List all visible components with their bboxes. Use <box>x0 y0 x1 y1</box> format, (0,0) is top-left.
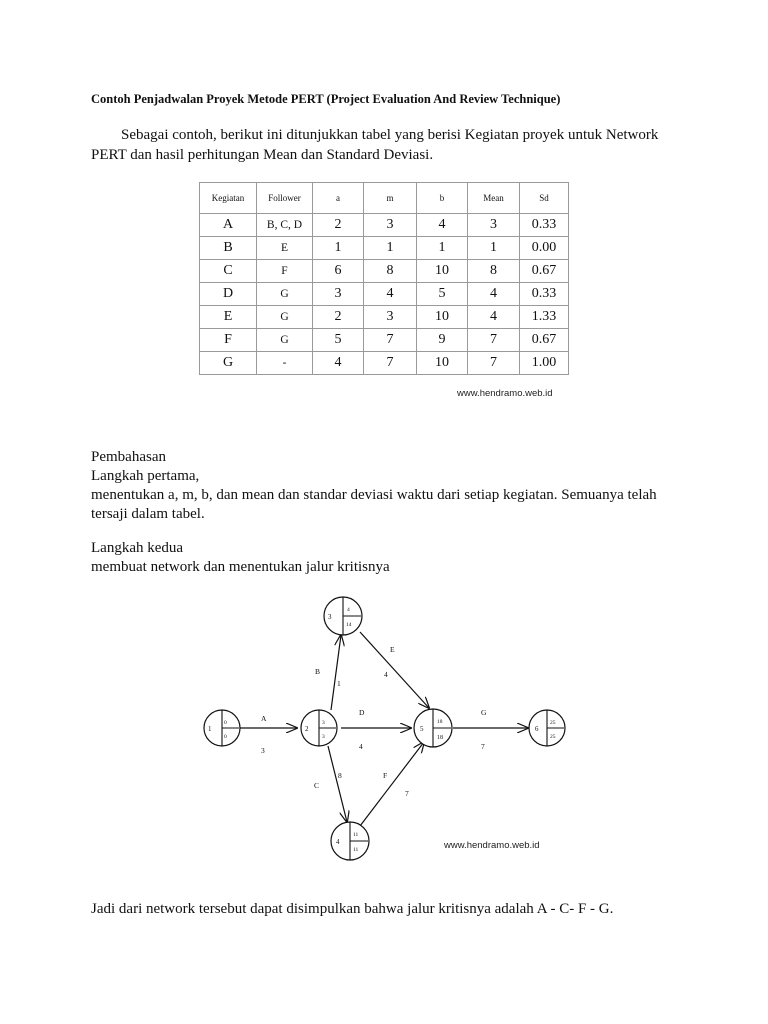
network-node-1 <box>204 710 240 746</box>
cell-kegiatan: E <box>200 306 257 329</box>
cell-mean: 3 <box>468 214 520 237</box>
cell-follower: G <box>257 283 313 306</box>
cell-m: 7 <box>364 352 417 375</box>
pert-network-diagram <box>195 592 575 872</box>
cell-a: 1 <box>313 237 364 260</box>
activity-arrow-c <box>328 746 347 822</box>
cell-kegiatan: B <box>200 237 257 260</box>
cell-b: 5 <box>417 283 468 306</box>
activity-label-f: F <box>383 771 388 780</box>
activity-duration-f: 7 <box>405 789 409 798</box>
cell-m: 3 <box>364 214 417 237</box>
header-m: m <box>364 183 417 214</box>
table-row <box>200 352 569 375</box>
table-row <box>200 237 569 260</box>
cell-b: 1 <box>417 237 468 260</box>
activity-label-g: G <box>481 708 487 717</box>
cell-mean: 4 <box>468 283 520 306</box>
header-a: a <box>313 183 364 214</box>
document-title: Contoh Penjadwalan Proyek Metode PERT (Project Evaluation And Review Technique) <box>91 92 561 106</box>
node-6-id: 6 <box>535 725 539 733</box>
activity-label-b: B <box>315 667 321 676</box>
intro-line-2: PERT dan hasil perhitungan Mean dan Standard Deviasi. <box>91 147 434 163</box>
cell-b: 4 <box>417 214 468 237</box>
header-kegiatan: Kegiatan <box>200 183 257 214</box>
cell-m: 8 <box>364 260 417 283</box>
cell-mean: 4 <box>468 306 520 329</box>
cell-follower: G <box>257 306 313 329</box>
node-5-es: 18 <box>437 719 443 725</box>
activity-label-a: A <box>261 714 267 723</box>
cell-follower: F <box>257 260 313 283</box>
activity-duration-d: 4 <box>359 742 363 751</box>
activity-label-c: C <box>314 781 320 790</box>
intro-paragraph <box>91 125 681 165</box>
activity-arrow-b <box>331 635 341 710</box>
cell-m: 4 <box>364 283 417 306</box>
node-1-es: 0 <box>224 720 227 726</box>
cell-kegiatan: D <box>200 283 257 306</box>
cell-b: 10 <box>417 306 468 329</box>
node-1-id: 1 <box>208 725 212 733</box>
step1-title: Langkah pertama, <box>91 468 200 484</box>
cell-kegiatan: C <box>200 260 257 283</box>
cell-a: 6 <box>313 260 364 283</box>
header-follower: Follower <box>257 183 313 214</box>
network-node-6 <box>529 710 565 746</box>
cell-follower: E <box>257 237 313 260</box>
node-5-id: 5 <box>420 725 424 733</box>
node-4-es: 11 <box>353 832 359 838</box>
network-node-2 <box>301 710 337 746</box>
cell-kegiatan: F <box>200 329 257 352</box>
cell-a: 2 <box>313 214 364 237</box>
node-6-lf: 25 <box>550 734 556 740</box>
node-1-lf: 0 <box>224 734 227 740</box>
node-4-lf: 11 <box>353 847 359 853</box>
cell-a: 2 <box>313 306 364 329</box>
intro-line-1: Sebagai contoh, berikut ini ditunjukkan tabel yang berisi Kegiatan proyek untuk Network <box>121 127 659 143</box>
node-2-es: 3 <box>322 720 325 726</box>
cell-sd: 0.33 <box>520 214 569 237</box>
table-row <box>200 283 569 306</box>
cell-mean: 1 <box>468 237 520 260</box>
activity-label-e: E <box>390 645 395 654</box>
network-node-3 <box>324 597 362 635</box>
node-3-es: 4 <box>347 607 350 613</box>
node-5-lf: 18 <box>437 735 443 741</box>
node-6-es: 25 <box>550 720 556 726</box>
cell-mean: 7 <box>468 352 520 375</box>
table-row <box>200 329 569 352</box>
network-node-5 <box>414 709 452 747</box>
cell-a: 4 <box>313 352 364 375</box>
cell-sd: 1.33 <box>520 306 569 329</box>
header-mean: Mean <box>468 183 520 214</box>
pert-activity-table <box>199 182 569 375</box>
discussion-section <box>91 448 681 524</box>
cell-m: 3 <box>364 306 417 329</box>
diagram-watermark: www.hendramo.web.id <box>444 840 540 851</box>
cell-kegiatan: G <box>200 352 257 375</box>
header-b: b <box>417 183 468 214</box>
cell-m: 7 <box>364 329 417 352</box>
cell-b: 9 <box>417 329 468 352</box>
cell-sd: 1.00 <box>520 352 569 375</box>
table-header-row <box>200 183 569 214</box>
node-2-lf: 3 <box>322 734 325 740</box>
cell-mean: 8 <box>468 260 520 283</box>
cell-sd: 0.00 <box>520 237 569 260</box>
cell-follower: G <box>257 329 313 352</box>
cell-mean: 7 <box>468 329 520 352</box>
cell-sd: 0.33 <box>520 283 569 306</box>
cell-follower: B, C, D <box>257 214 313 237</box>
activity-label-d: D <box>359 708 365 717</box>
node-2-id: 2 <box>305 725 309 733</box>
cell-b: 10 <box>417 352 468 375</box>
cell-b: 10 <box>417 260 468 283</box>
node-4-id: 4 <box>336 838 340 846</box>
activity-arrow-f <box>360 742 424 826</box>
activity-duration-c: 8 <box>338 771 342 780</box>
network-node-4 <box>331 822 369 860</box>
activity-duration-a: 3 <box>261 746 265 755</box>
section-heading: Pembahasan <box>91 449 166 465</box>
table-watermark: www.hendramo.web.id <box>457 388 553 399</box>
table-row <box>200 306 569 329</box>
node-3-id: 3 <box>328 613 332 621</box>
conclusion-text: Jadi dari network tersebut dapat disimpulkan bahwa jalur kritisnya adalah A - C- F - G. <box>91 901 614 917</box>
activity-duration-g: 7 <box>481 742 485 751</box>
cell-a: 3 <box>313 283 364 306</box>
activity-arrow-e <box>360 632 429 708</box>
step1-text-line-1: menentukan a, m, b, dan mean dan standar deviasi waktu dari setiap kegiatan. Semuanya telah <box>91 487 657 503</box>
step2-text: membuat network dan menentukan jalur kritisnya <box>91 559 390 575</box>
table-row <box>200 260 569 283</box>
cell-follower: - <box>257 352 313 375</box>
cell-sd: 0.67 <box>520 329 569 352</box>
cell-sd: 0.67 <box>520 260 569 283</box>
node-3-lf: 14 <box>346 622 352 628</box>
cell-kegiatan: A <box>200 214 257 237</box>
step1-text-line-2: tersaji dalam tabel. <box>91 506 205 522</box>
header-sd: Sd <box>520 183 569 214</box>
activity-duration-b: 1 <box>337 679 341 688</box>
activity-duration-e: 4 <box>384 670 388 679</box>
step2-section <box>91 539 681 577</box>
cell-a: 5 <box>313 329 364 352</box>
step2-title: Langkah kedua <box>91 540 184 556</box>
cell-m: 1 <box>364 237 417 260</box>
table-row <box>200 214 569 237</box>
